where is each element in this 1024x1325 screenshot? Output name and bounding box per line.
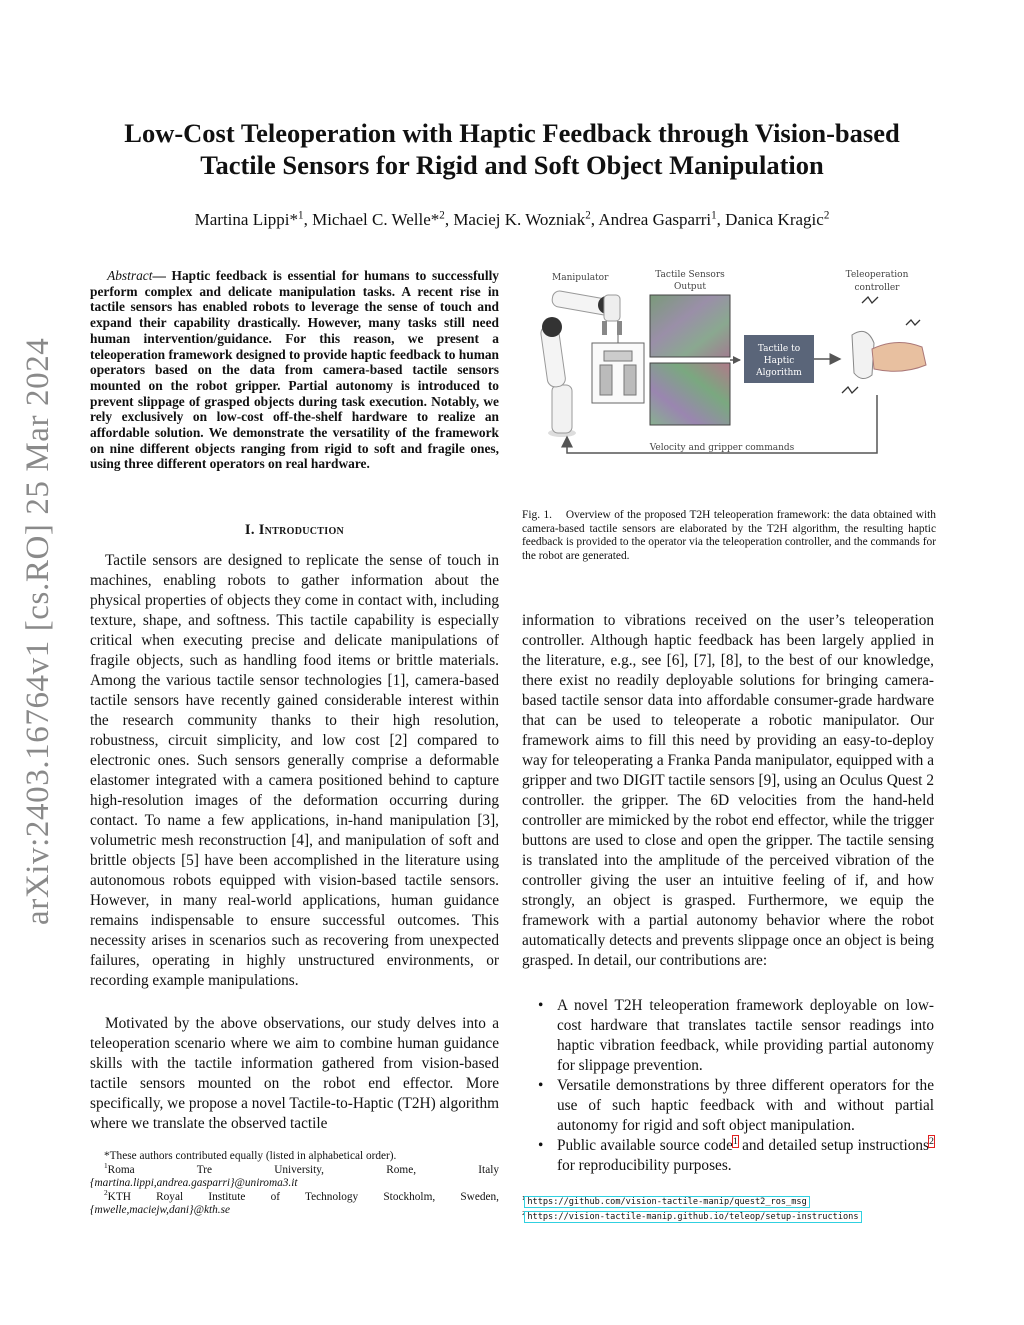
affiliation-sup: 1 [104, 1160, 108, 1170]
figure-caption-label: Fig. 1. [522, 509, 553, 521]
tactile-image-bottom [650, 363, 730, 425]
author-affiliation-sup: 1 [298, 209, 304, 222]
footnote-link-1[interactable]: 1 [732, 1135, 738, 1147]
affiliation-1-text: Roma Tre University, Rome, Italy [107, 1163, 499, 1176]
contribution-item [522, 1136, 934, 1176]
url-footnote-1 [522, 1195, 942, 1210]
label-controller-2: controller [854, 283, 900, 293]
author: Maciej K. Wozniak [453, 210, 586, 229]
author: Danica Kragic [725, 210, 824, 229]
contribution-text: for reproducibility purposes. [557, 1157, 732, 1174]
label-controller-1: Teleoperation [845, 270, 909, 280]
t2h-label-2: Haptic [763, 356, 795, 366]
author: Martina Lippi* [194, 210, 299, 229]
author-list: Martina Lippi*$^1$, Michael C. Welle*$^2$, Maciej K. Wozniak$^2$, Andrea Gasparri$^1$, Danica Kragic$^2$ [194, 209, 830, 229]
affiliation-2 [90, 1187, 499, 1205]
author: Andrea Gasparri [598, 210, 712, 229]
section-title: Introduction [258, 522, 345, 538]
url-footnote-num: 2 [522, 1211, 526, 1218]
author: Michael C. Welle* [312, 210, 440, 229]
source-code-link[interactable]: https://github.com/vision-tactile-manip/quest2_ros_msg [527, 1197, 807, 1207]
author-affiliation-sup: 2 [585, 209, 591, 222]
affiliation-footnotes [90, 1150, 499, 1218]
hand-controller-illustration [842, 297, 926, 393]
abstract-label: Abstract [107, 268, 153, 283]
contribution-text: Public available source code [557, 1137, 733, 1154]
affiliation-1 [90, 1160, 499, 1178]
affiliation-2-text: KTH Royal Institute of Technology Stockholm, Sweden, [107, 1190, 499, 1203]
title-line-1: Low-Cost Teleoperation with Haptic Feedback through Vision-based [124, 118, 900, 148]
setup-instructions-link[interactable]: https://vision-tactile-manip.github.io/teleop/setup-instructions [527, 1212, 859, 1222]
label-tactile-output-1: Tactile Sensors [655, 270, 725, 280]
gripper-detail-illustration [592, 335, 644, 403]
right-column-paragraph: information to vibrations received on the user’s teleoperation controller. Although haptic feedback has been largely applied in the literature, e.g., see [6], [7], [8], to the best of our knowledge, there exist no readily deployable solutions for bringing camera-based tactile sensor data into affordable consumer-grade hardware that can be used to teleoperate a robotic manipulator. Our framework aims to fill this need by providing an easy-to-deploy way for teleoperating a Franka Panda manipulator, equipped with a gripper and two DIGIT tactile sensors [9], using an Oculus Quest 2 controller. the gripper. The 6D velocities from the hand-held controller are mimicked by the robot end effector, while the trigger buttons are used to close and open the gripper. The tactile sensing is translated into the amplitude of the perceived vibration of the controller giving the user an intuitive feeling of if, and how strongly, an object is grasped. Furthermore, we equip the framework with a partial autonomy behavior where the robot automatically detects and prevents slippage once an object is being grasped. In detail, our contributions are: [522, 612, 934, 969]
intro-paragraph-2: Motivated by the above observations, our study delves into a teleoperation scenario where we aim to combine human guidance skills with the tactile information gathered from vision-based tactile sensors mounted on the robot end effector. More specifically, we propose a novel Tactile-to-Haptic (T2H) algorithm where we translate the observed tactile [90, 1015, 499, 1132]
label-tactile-output-2: Output [674, 282, 706, 292]
label-velocity-commands: Velocity and gripper commands [649, 443, 795, 453]
t2h-label-1: Tactile to [757, 344, 801, 354]
title-line-2: Tactile Sensors for Rigid and Soft Object Manipulation [200, 150, 824, 180]
contribution-item: • A novel T2H teleoperation framework deployable on low-cost hardware that translates tactile sensor readings into haptic vibration feedback, while providing partial autonomy for slippage prevention. [522, 996, 934, 1076]
footnote-link-2[interactable]: 2 [929, 1135, 934, 1147]
arxiv-identifier: arXiv:2403.16764v1 [cs.RO] 25 Mar 2024 [20, 337, 56, 925]
abstract-text: — Haptic feedback is essential for humans to successfully perform complex and delicate manipulation tasks. A recent rise in tactile sensors has enabled robots to leverage the sense of touch and expand their capability drastically. However, many tasks still need human intervention/guidance. For this reason, we present a teleoperation framework designed to provide haptic feedback to human operators based on the data from camera-based tactile sensors mounted on the robot gripper. Partial autonomy is introduced to prevent slippage of grasped objects during task execution. Notably, we rely exclusively on low-cost off-the-shelf hardware to realize an affordable solution. We demonstrate the versatility of the framework on nine different objects ranging from rigid to soft and fragile ones, using three different operators on real hardware. [90, 268, 499, 472]
affiliation-1-email: {martina.lippi,andrea.gasparri}@uniroma3.it [90, 1177, 298, 1189]
url-footnotes [522, 1195, 942, 1225]
author-affiliation-sup: 1 [711, 209, 717, 222]
tactile-image-top [650, 295, 730, 357]
section-number: I. [244, 522, 259, 538]
label-manipulator: Manipulator [552, 273, 609, 283]
contribution-item: • Versatile demonstrations by three different operators for the use of such haptic feedback with and without partial autonomy for rigid and soft object manipulation. [522, 1076, 934, 1136]
abstract [90, 268, 499, 472]
paper-title [80, 117, 944, 181]
t2h-label-3: Algorithm [756, 368, 802, 378]
affiliation-2-email: {mwelle,maciejw,dani}@kth.se [90, 1204, 231, 1216]
figure-caption-text: Overview of the proposed T2H teleoperation framework: the data obtained with camera-based tactile sensors are elaborated by the T2H algorithm, the resulting haptic feedback is provided to the operator via the teleoperation controller, and the commands for the robot are generated. [522, 509, 937, 563]
intro-paragraph-1: Tactile sensors are designed to replicate the sense of touch in machines, enabling robots to gather information about the physical properties of objects they come in contact with, including texture, shape, and softness. This tactile capability is especially critical when executing precise and delicate manipulations of fragile objects, such as handling food items or brittle materials. Among the various tactile sensor technologies [1], camera-based tactile sensors have recently gained considerable interest within the research community thanks to their high resolution, robustness, circuit simplicity, and low cost [2] compared to electronic ones. Such sensors generally comprise a deformable elastomer integrated with a camera positioned behind to capture high-resolution images of the deformation occurring during contact. To name a few applications, in-hand manipulation [3], volumetric mesh reconstruction [4], and manipulation of soft and brittle objects [5] have been accomplished in the literature using autonomous robots equipped with vision-based tactile sensors. However, in many real-world applications, human guidance remains indispensable to ensure successful outcomes. This necessity arises in scenarios such as recovering from unexpected failures, operating in highly unstructured environments, or recording example manipulations. [90, 552, 499, 989]
author-affiliation-sup: 2 [439, 209, 445, 222]
contributions-list [522, 996, 934, 1176]
url-footnote-2 [522, 1210, 942, 1225]
contribution-text: and detailed setup instructions [737, 1137, 930, 1154]
equal-contribution-note: *These authors contributed equally (listed in alphabetical order). [104, 1150, 397, 1162]
author-affiliation-sup: 2 [823, 209, 830, 222]
section-heading-introduction [90, 522, 499, 539]
framework-overview-figure [522, 265, 936, 465]
affiliation-sup: 2 [104, 1187, 108, 1197]
figure-caption [522, 509, 936, 564]
url-footnote-num: 1 [522, 1196, 526, 1203]
